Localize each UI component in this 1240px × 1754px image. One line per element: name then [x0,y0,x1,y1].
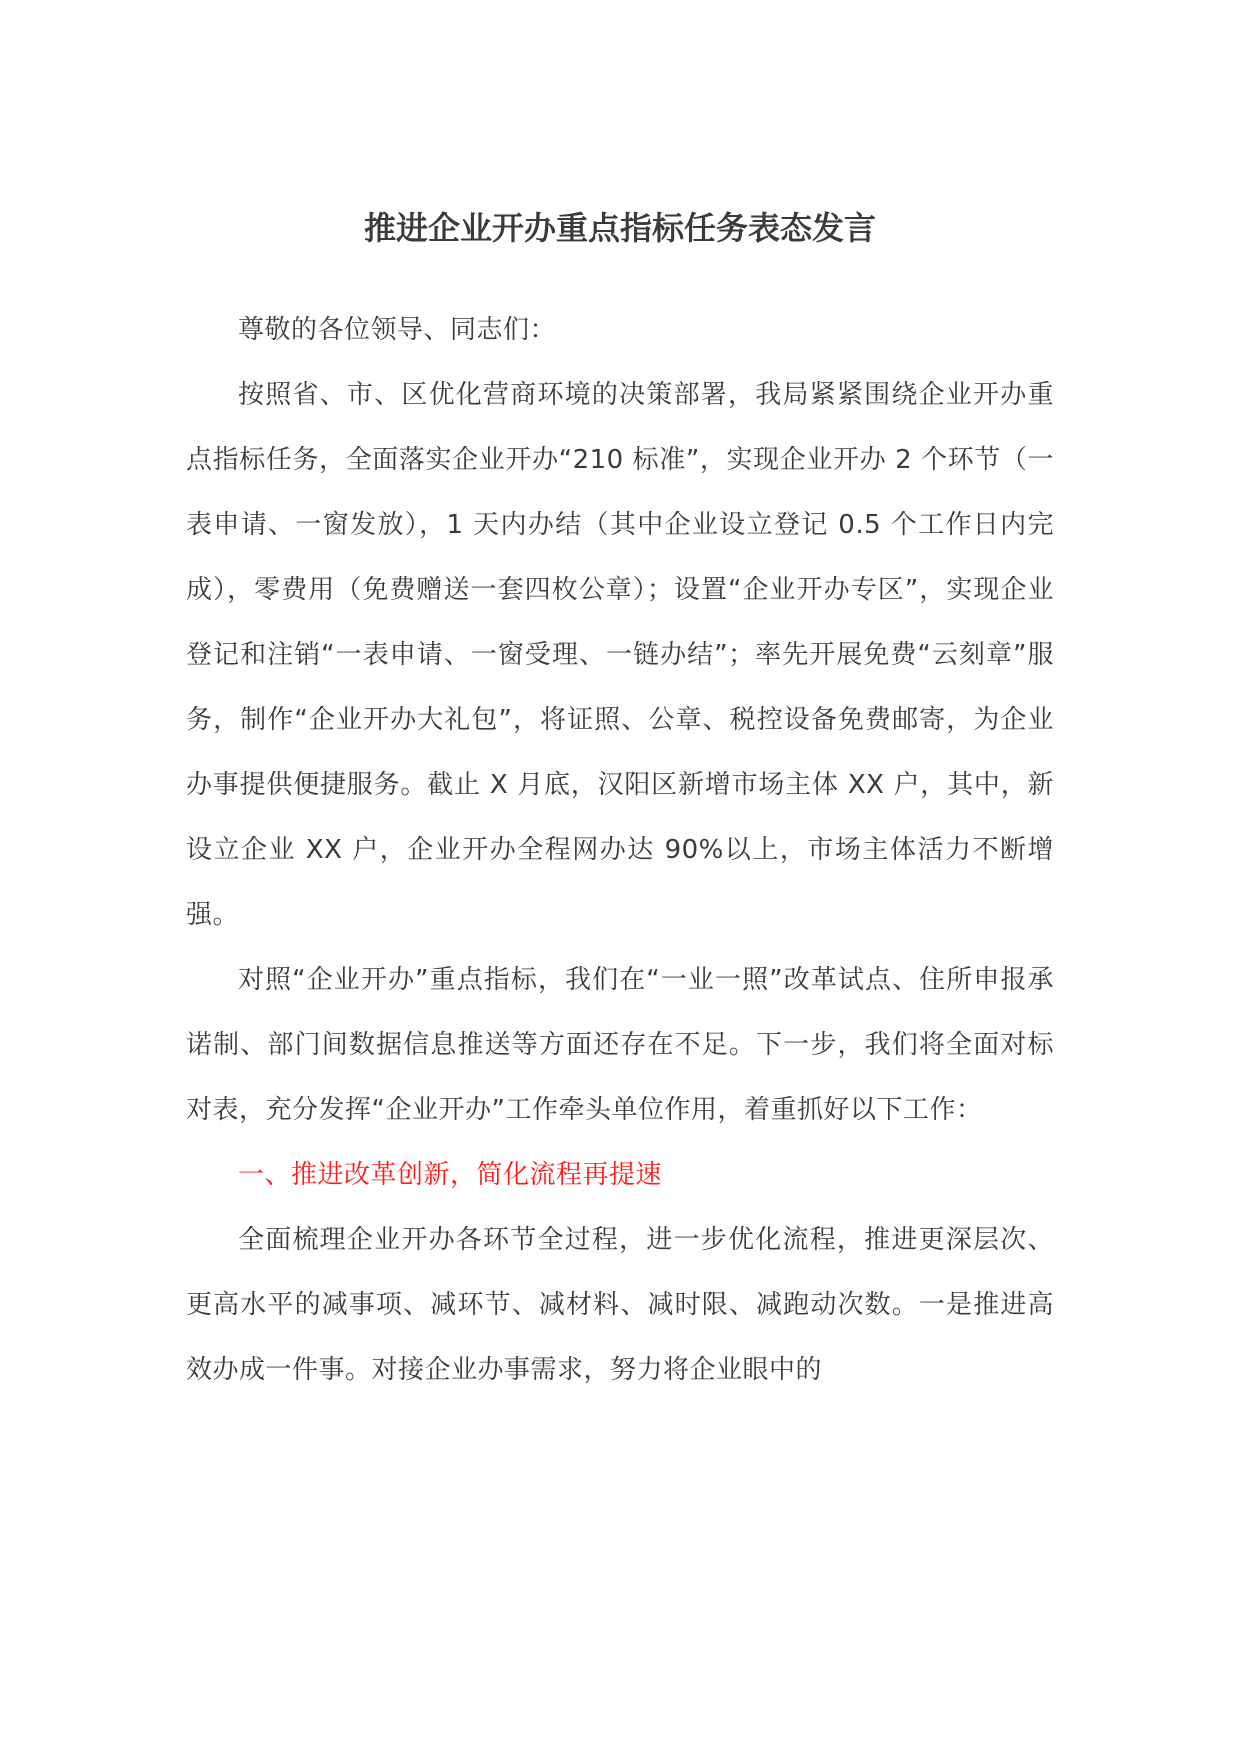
section-heading-1: 一、推进改革创新，简化流程再提速 [238,1160,663,1190]
paragraph-2: 对照“企业开办”重点指标，我们在“一业一照”改革试点、住所申报承诺制、部门间数据信息推送等方面还存在不足。下一步，我们将全面对标对表，充分发挥“企业开办”工作牵头单位作用，着重抓好以下工作： [186,965,1054,1125]
document-body [186,298,1054,1403]
paragraph-1: 按照省、市、区优化营商环境的决策部署，我局紧紧围绕企业开办重点指标任务，全面落实企业开办“210 标准”，实现企业开办 2 个环节（一表申请、一窗发放），1 天内办结（其中企业设立登记 0.5 个工作日内完成），零费用（免费赠送一套四枚公章）；设置“企业开办专区”，实现企业登记和注销“一表申请、一窗受理、一链办结”；率先开展免费“云刻章”服务，制作“企业开办大礼包”，将证照、公章、税控设备免费邮寄，为企业办事提供便捷服务。截止 X 月底，汉阳区新增市场主体 XX 户，其中，新设立企业 XX 户，企业开办全程网办达 90%以上，市场主体活力不断增强。 [186,380,1054,930]
document-title: 推进企业开办重点指标任务表态发言 [363,209,876,247]
paragraph-3: 全面梳理企业开办各环节全过程，进一步优化流程，推进更深层次、更高水平的减事项、减环节、减材料、减时限、减跑动次数。一是推进高效办成一件事。对接企业办事需求，努力将企业眼中的 [186,1225,1054,1385]
salutation: 尊敬的各位领导、同志们： [238,315,557,345]
